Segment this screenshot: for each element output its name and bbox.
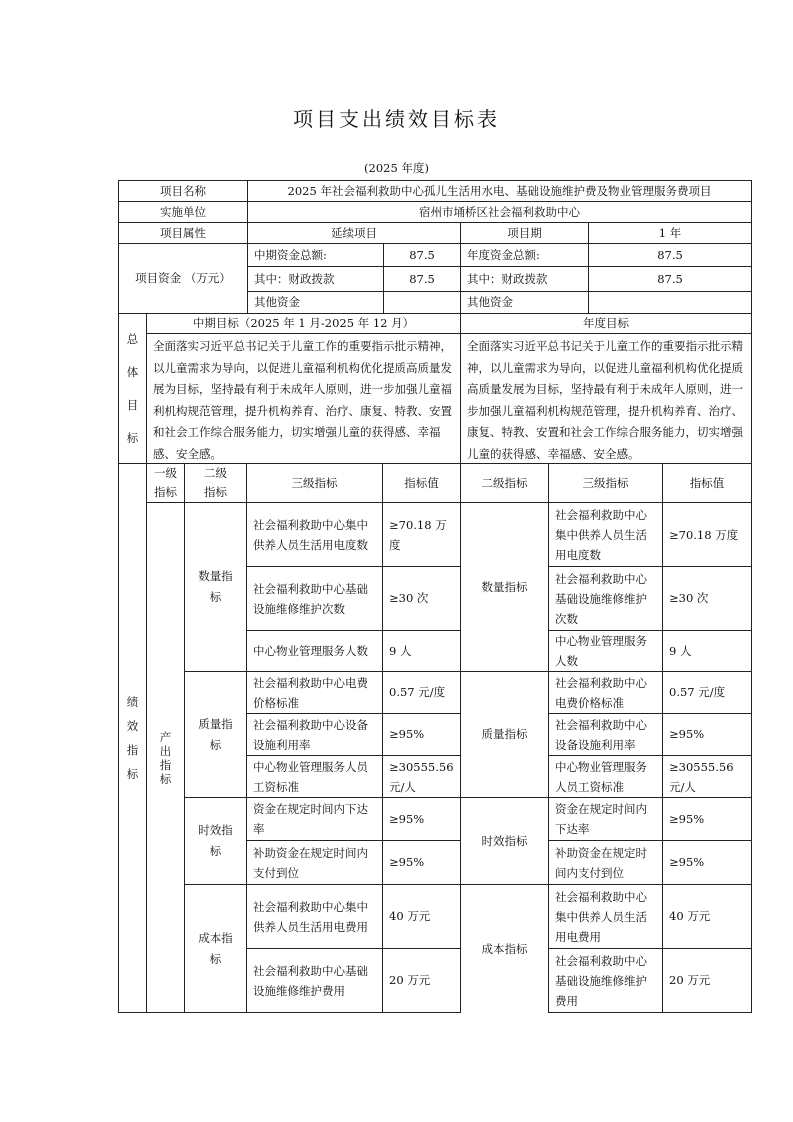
group-timeliness-left <box>184 797 247 885</box>
value-right-5: ≥95% <box>662 713 752 756</box>
group-cost-right: 成本指标 <box>460 884 549 1013</box>
year-other-value <box>588 291 752 314</box>
header-level3: 三级指标 <box>246 463 383 503</box>
header-value-right: 指标值 <box>662 463 752 503</box>
mid-goal-text: 全面落实习近平总书记关于儿童工作的重要指示批示精神，以儿童需求为导向，以促进儿童福利机构优化提质高质量发展为目标，坚持最有利于未成年人原则，进一步加强儿童福利机构规范管理，提升机构养育、治疗、康复、特教、安置和社会工作综合服务能力，切实增强儿童的获得感、幸福感、安全感。 <box>146 333 461 464</box>
value-left-9: 40 万元 <box>382 884 461 949</box>
indicator-left-1: 社会福利救助中心集中供养人员生活用电度数 <box>246 502 383 567</box>
value-left-10: 20 万元 <box>382 948 461 1013</box>
group-timeliness-left-text: 时效指标 <box>198 823 233 858</box>
indicator-right-7: 资金在规定时间内下达率 <box>548 797 663 841</box>
value-right-2: ≥30 次 <box>662 566 752 631</box>
group-quantity-right: 数量指标 <box>460 502 549 672</box>
indicator-right-10: 社会福利救助中心基础设施维修维护费用 <box>548 948 663 1013</box>
attr-value: 延续项目 <box>247 222 461 244</box>
year-goal-text: 全面落实习近平总书记关于儿童工作的重要指示批示精神，以儿童需求为导向，以促进儿童福利机构优化提质高质量发展为目标，坚持最有利于未成年人原则，进一步加强儿童福利机构规范管理，提升机构养育、治疗、康复、特教、安置和社会工作综合服务能力，切实增强儿童的获得感、幸福感、安全感。 <box>460 333 752 464</box>
value-left-1: ≥70.18 万度 <box>382 502 461 567</box>
value-left-6: ≥30555.56 元/人 <box>382 755 461 798</box>
value-right-8: ≥95% <box>662 840 752 885</box>
group-cost-left <box>184 884 247 1013</box>
header-level2-right: 二级指标 <box>460 463 549 503</box>
group-timeliness-right: 时效指标 <box>460 797 549 885</box>
year-total-value: 87.5 <box>588 243 752 267</box>
value-right-10: 20 万元 <box>662 948 752 1013</box>
perf-side-text: 绩效指标 <box>126 695 139 781</box>
header-value: 指标值 <box>382 463 461 503</box>
indicator-right-6: 中心物业管理服务人员工资标准 <box>548 755 663 798</box>
mid-other-value <box>383 291 461 314</box>
indicator-right-2: 社会福利救助中心基础设施维修维护次数 <box>548 566 663 631</box>
overall-goal-side <box>118 313 147 464</box>
mid-goal-header: 中期目标（2025 年 1 月-2025 年 12 月） <box>146 313 461 334</box>
value-left-4: 0.57 元/度 <box>382 671 461 714</box>
mid-total-label: 中期资金总额: <box>247 243 384 267</box>
value-right-3: 9 人 <box>662 630 752 672</box>
value-left-2: ≥30 次 <box>382 566 461 631</box>
header-level2: 二级指标 <box>184 463 247 503</box>
period-label: 项目期 <box>460 222 589 244</box>
group-quality-left-text: 质量指标 <box>198 716 233 752</box>
group-cost-left-text: 成本指标 <box>198 930 233 966</box>
mid-other-label: 其他资金 <box>247 291 384 314</box>
indicator-left-6: 中心物业管理服务人员工资标准 <box>246 755 383 798</box>
indicator-right-3: 中心物业管理服务人数 <box>548 630 663 672</box>
value-right-1: ≥70.18 万度 <box>662 502 752 567</box>
value-right-4: 0.57 元/度 <box>662 671 752 714</box>
indicator-left-3: 中心物业管理服务人数 <box>246 630 383 672</box>
group-quantity-left <box>184 502 247 672</box>
value-right-6: ≥30555.56 元/人 <box>662 755 752 798</box>
indicator-left-5: 社会福利救助中心设备设施利用率 <box>246 713 383 756</box>
project-name-value: 2025 年社会福利救助中心孤儿生活用水电、基础设施维护费及物业管理服务费项目 <box>247 180 752 202</box>
year-total-label: 年度资金总额: <box>460 243 589 267</box>
page-title: 项目支出绩效目标表 <box>293 107 500 131</box>
indicator-left-9: 社会福利救助中心集中供养人员生活用电费用 <box>246 884 383 949</box>
indicator-right-5: 社会福利救助中心设备设施利用率 <box>548 713 663 756</box>
fiscal-year: (2025 年度) <box>364 161 429 175</box>
year-goal-header: 年度目标 <box>460 313 752 334</box>
attr-label: 项目属性 <box>118 222 248 244</box>
indicator-right-9: 社会福利救助中心集中供养人员生活用电费用 <box>548 884 663 949</box>
period-value: 1 年 <box>588 222 752 244</box>
indicator-left-2: 社会福利救助中心基础设施维修维护次数 <box>246 566 383 631</box>
unit-value: 宿州市埇桥区社会福利救助中心 <box>247 201 752 223</box>
mid-fiscal-label: 其中：财政拨款 <box>247 266 384 292</box>
indicator-left-10: 社会福利救助中心基础设施维修维护费用 <box>246 948 383 1013</box>
value-left-7: ≥95% <box>382 797 461 841</box>
value-left-3: 9 人 <box>382 630 461 672</box>
value-left-5: ≥95% <box>382 713 461 756</box>
year-other-label: 其他资金 <box>460 291 589 314</box>
overall-goal-side-text: 总体目标 <box>126 331 139 445</box>
value-right-9: 40 万元 <box>662 884 752 949</box>
group-quality-right: 质量指标 <box>460 671 549 798</box>
perf-side <box>118 463 147 1013</box>
group-quantity-left-text: 数量指标 <box>198 569 233 604</box>
output-indicator <box>146 502 185 1013</box>
year-fiscal-value: 87.5 <box>588 266 752 292</box>
unit-label: 实施单位 <box>118 201 248 223</box>
indicator-left-8: 补助资金在规定时间内支付到位 <box>246 840 383 885</box>
header-level3-right: 三级指标 <box>548 463 663 503</box>
value-left-8: ≥95% <box>382 840 461 885</box>
year-fiscal-label: 其中：财政拨款 <box>460 266 589 292</box>
project-name-label: 项目名称 <box>118 180 248 202</box>
value-right-7: ≥95% <box>662 797 752 841</box>
output-indicator-text: 产出指标 <box>159 729 172 786</box>
indicator-left-7: 资金在规定时间内下达率 <box>246 797 383 841</box>
indicator-right-1: 社会福利救助中心集中供养人员生活用电度数 <box>548 502 663 567</box>
mid-fiscal-value: 87.5 <box>383 266 461 292</box>
indicator-right-4: 社会福利救助中心电费价格标准 <box>548 671 663 714</box>
funds-label: 项目资金 （万元） <box>118 243 248 314</box>
indicator-right-8: 补助资金在规定时间内支付到位 <box>548 840 663 885</box>
mid-total-value: 87.5 <box>383 243 461 267</box>
group-quality-left <box>184 671 247 798</box>
header-level1: 一级指标 <box>146 463 185 503</box>
indicator-left-4: 社会福利救助中心电费价格标准 <box>246 671 383 714</box>
